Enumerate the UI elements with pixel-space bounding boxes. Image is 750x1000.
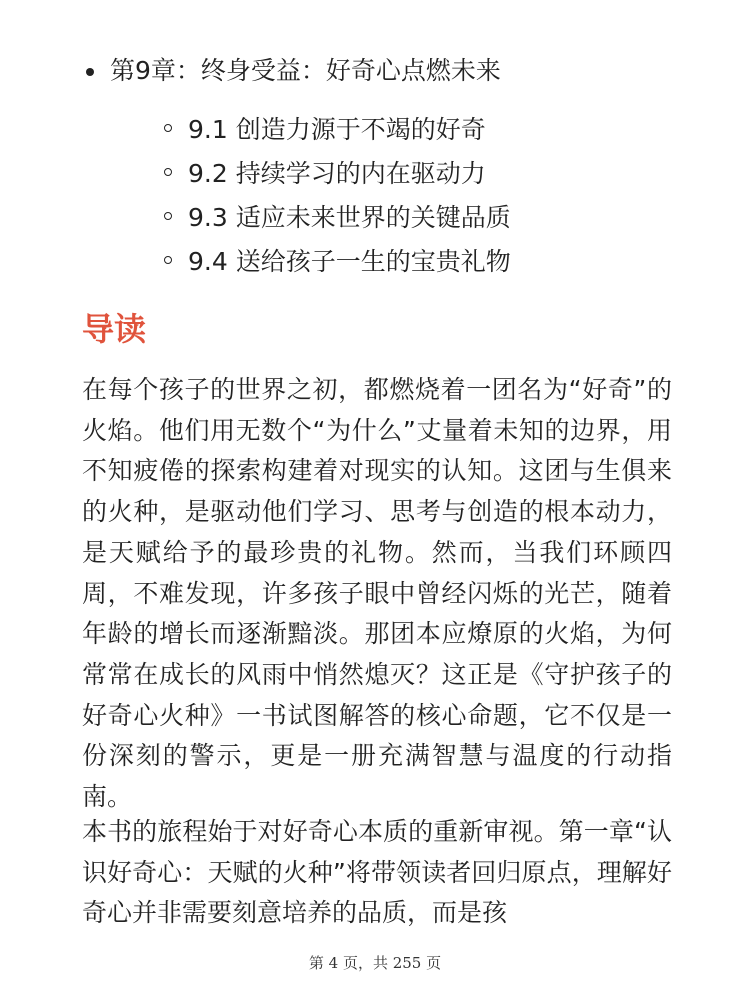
toc-section-list xyxy=(188,108,511,284)
intro-heading: 导读 xyxy=(82,310,147,348)
intro-paragraph-1: 在每个孩子的世界之初，都燃烧着一团名为“好奇”的火焰。他们用无数个“为什么”丈量着未知的边界，用不知疲倦的探索构建着对现实的认知。这团与生俱来的火种，是驱动他们学习、思考与创造的根本动力，是天赋给予的最珍贵的礼物。然而，当我们环顾四周，不难发现，许多孩子眼中曾经闪烁的光芒，随着年龄的增长而逐渐黯淡。那团本应燎原的火焰，为何常常在成长的风雨中悄然熄灭？这正是《守护孩子的好奇心火种》一书试图解答的核心命题，它不仅是一份深刻的警示，更是一册充满智慧与温度的行动指南。 xyxy=(82,375,672,812)
page-number: 第 4 页，共 255 页 xyxy=(308,954,442,972)
toc-section-item: 9.1 创造力源于不竭的好奇 xyxy=(188,108,511,152)
toc-chapter-item xyxy=(110,52,501,90)
intro-paragraph-2: 本书的旅程始于对好奇心本质的重新审视。第一章“认识好奇心：天赋的火种”将带领读者回归原点，理解好奇心并非需要刻意培养的品质，而是孩 xyxy=(82,817,672,928)
toc-section-item: 9.3 适应未来世界的关键品质 xyxy=(188,196,511,240)
toc-section-item: 9.2 持续学习的内在驱动力 xyxy=(188,152,511,196)
toc-chapter-label: 第9章：终身受益：好奇心点燃未来 xyxy=(110,56,501,85)
toc-section-item: 9.4 送给孩子一生的宝贵礼物 xyxy=(188,240,511,284)
